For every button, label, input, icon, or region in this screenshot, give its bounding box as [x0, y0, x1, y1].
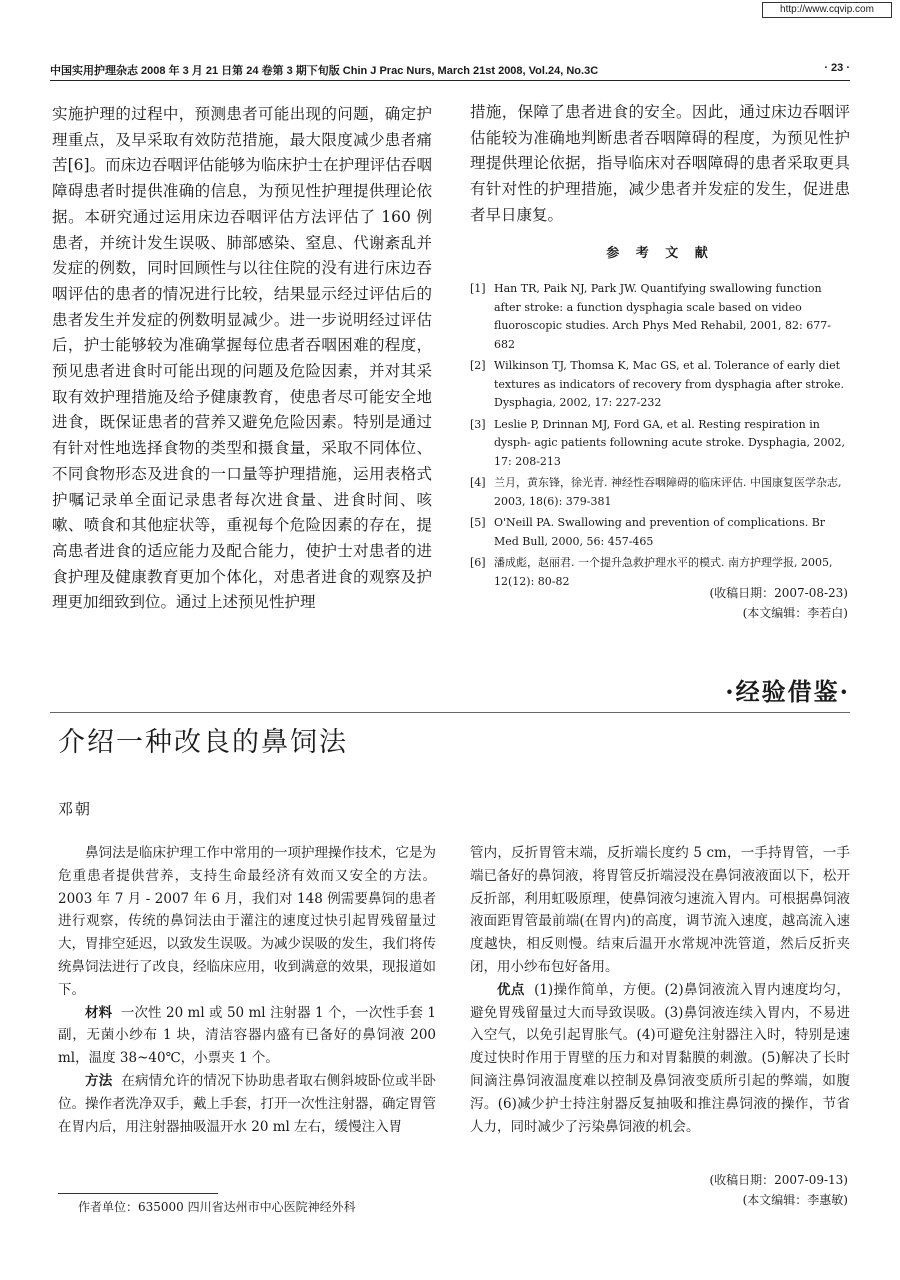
- method-text: 在病情允许的情况下协助患者取右侧斜坡卧位或半卧位。操作者洗净双手，戴上手套，打开一次性注射器，确定胃管在胃内后，用注射器抽吸温开水 20 ml 左右，缓慢注入胃: [58, 1072, 437, 1135]
- received-info-2: [470, 1170, 848, 1210]
- reference-number: [1]: [470, 282, 486, 295]
- reference-number: [3]: [470, 417, 486, 431]
- previous-article-left-column: [52, 102, 432, 616]
- reference-text: 兰月，黄东锋，徐光青. 神经性吞咽障碍的临床评估. 中国康复医学杂志, 2003, 18(6): 379-381: [494, 476, 842, 508]
- body-paragraph: 实施护理的过程中，预测患者可能出现的问题，确定护理重点，及早采取有效防范措施，最大限度减少患者痛苦[6]。而床边吞咽评估能够为临床护士在护理评估吞咽障碍患者时提供准确的信息，为预见性护理提供理论依据。本研究通过运用床边吞咽评估方法评估了 160 例患者，并统计发生误吸、肺部感染、窒息、代谢紊乱并发症的例数，同时回顾性与以往住院的没有进行床边吞咽评估的患者的情况进行比较，结果显示经过评估后的患者发生并发症的例数明显减少。进一步说明经过评估后，护士能够较为准确掌握每位患者吞咽困难的程度，预见患者进食时可能出现的问题及危险因素，并对其采取有效护理措施及给予健康教育，使患者尽可能安全地进食，既保证患者的营养又避免危险因素。特别是通过有针对性地选择食物的类型和摄食量，采取不同体位、不同食物形态及进食的一口量等护理措施，运用表格式护嘱记录单全面记录患者每次进食量、进食时间、咳嗽、喷食和其他症状等，重视每个危险因素的存在，提高患者进食的适应能力及配合能力，使护士对患者的进食护理及健康教育更加个体化，对患者进食的观察及护理更加细致到位。通过上述预见性护理: [52, 105, 432, 612]
- method-label: 方法: [85, 1072, 113, 1089]
- intro-paragraph: 鼻饲法是临床护理工作中常用的一项护理操作技术，它是为危重患者提供营养，支持生命最经济有效而又安全的方法。2003 年 7 月 - 2007 年 6 月，我们对 148 例需要鼻饲的患者进行观察，传统的鼻饲法由于灌注的速度过快引起胃残留量过大，胃排空延迟，以致发生误吸。为减少误吸的发生，我们将传统鼻饲法进行了改良，经临床应用，收到满意的效果，现报道如下。: [58, 845, 436, 998]
- editor-note: (本文编辑：李若白): [742, 606, 848, 620]
- body-paragraph: 措施，保障了患者进食的安全。因此，通过床边吞咽评估能较为准确地判断患者吞咽障碍的程度，为预见性护理提供理论依据，指导临床对吞咽障碍的患者采取更具有针对性的护理措施，减少患者并发症的发生，促进患者早日康复。: [470, 103, 850, 224]
- running-header: [50, 62, 850, 78]
- source-url[interactable]: http://www.cqvip.com: [762, 2, 892, 18]
- reference-text: 潘成彪，赵丽君. 一个提升急救护理水平的模式. 南方护理学报, 2005, 12(12): 80-82: [494, 556, 833, 588]
- advantages-label: 优点: [497, 981, 525, 998]
- materials-paragraph: [58, 1002, 436, 1070]
- article-author: 邓朝: [58, 800, 93, 818]
- received-date: (收稿日期：2007-09-13): [709, 1173, 848, 1187]
- journal-citation: 中国实用护理杂志 2008 年 3 月 21 日第 24 卷第 3 期下旬版 Chin J Prac Nurs, March 21st 2008, Vol.24, No.3C: [50, 65, 599, 77]
- reference-list: [470, 280, 850, 594]
- advantages-paragraph: [470, 979, 850, 1139]
- reference-number: [2]: [470, 359, 486, 372]
- author-affiliation: 作者单位：635000 四川省达州市中心医院神经外科: [78, 1200, 356, 1214]
- advantages-text: (1)操作简单，方便。(2)鼻饲液流入胃内速度均匀，避免胃残留量过大而导致误吸。(3)鼻饲液连续入胃内，不易进入空气，以免引起胃胀气。(4)可避免注射器注入时，特别是速度过快时作用于胃壁的压力和对胃黏膜的刺激。(5)解决了长时间滴注鼻饲液温度难以控制及鼻饲液变质所引起的弊端，如腹泻。(6)减少护士持注射器反复抽吸和推注鼻饲液的操作，节省人力，同时减少了污染鼻饲液的机会。: [470, 981, 850, 1135]
- reference-text: Han TR, Paik NJ, Park JW. Quantifying swallowing function after stroke: a function dysphagia scale based on video fluoroscopic studies. Arch Phys Med Rehabil, 2001, 82: 677-682: [494, 282, 831, 351]
- received-info-1: [470, 583, 848, 623]
- references-heading: 参 考 文 献: [606, 246, 714, 261]
- reference-number: [4]: [470, 476, 486, 489]
- method-continued: 管内，反折胃管末端，反折端长度约 5 cm，一手持胃管，一手端已备好的鼻饲液，将胃管反折端浸没在鼻饲液液面以下，松开反折部，利用虹吸原理，使鼻饲液匀速流入胃内。可根据鼻饲液液面距胃管最前端(在胃内)的高度，调节流入速度，越高流入速度越快，相反则慢。结束后温开水常规冲洗管道，然后反折夹闭，用小纱布包好备用。: [470, 845, 850, 975]
- article-title: 介绍一种改良的鼻饲法: [58, 727, 348, 758]
- editor-note: (本文编辑：李惠敏): [742, 1193, 848, 1207]
- reference-item: [470, 357, 850, 413]
- page-number: · 23 ·: [824, 62, 850, 74]
- section-divider: [50, 712, 850, 713]
- previous-article-right-column: [470, 100, 850, 229]
- footnote-divider: [58, 1193, 218, 1194]
- section-label: ·经验借鉴·: [725, 677, 850, 706]
- reference-item: [470, 280, 850, 354]
- reference-item: [470, 514, 850, 551]
- reference-item: [470, 474, 850, 511]
- materials-text: 一次性 20 ml 或 50 ml 注射器 1 个，一次性手套 1 副，无菌小纱布 1 块，清洁容器内盛有已备好的鼻饲液 200 ml，温度 38~40℃，小票夹 1 个。: [58, 1004, 436, 1067]
- reference-text: Wilkinson TJ, Thomsa K, Mac GS, et al. Tolerance of early diet textures as indicators of recovery from dysphagia after stroke. Dysphagia, 2002, 17: 227-232: [494, 359, 845, 409]
- method-paragraph: [58, 1070, 436, 1138]
- reference-number: [5]: [470, 516, 486, 529]
- received-date: (收稿日期：2007-08-23): [709, 586, 848, 600]
- article-right-column: [470, 842, 850, 1138]
- reference-text: Leslie P, Drinnan MJ, Ford GA, et al. Resting respiration in dysph- agic patients followning acute stroke. Dysphagia, 2002, 17: 208-213: [494, 417, 846, 468]
- reference-item: [470, 416, 850, 472]
- materials-label: 材料: [85, 1004, 113, 1021]
- reference-number: [6]: [470, 556, 486, 569]
- article-left-column: [58, 842, 436, 1138]
- reference-text: O'Neill PA. Swallowing and prevention of complications. Br Med Bull, 2000, 56: 457-465: [494, 516, 826, 548]
- header-divider: [50, 80, 850, 81]
